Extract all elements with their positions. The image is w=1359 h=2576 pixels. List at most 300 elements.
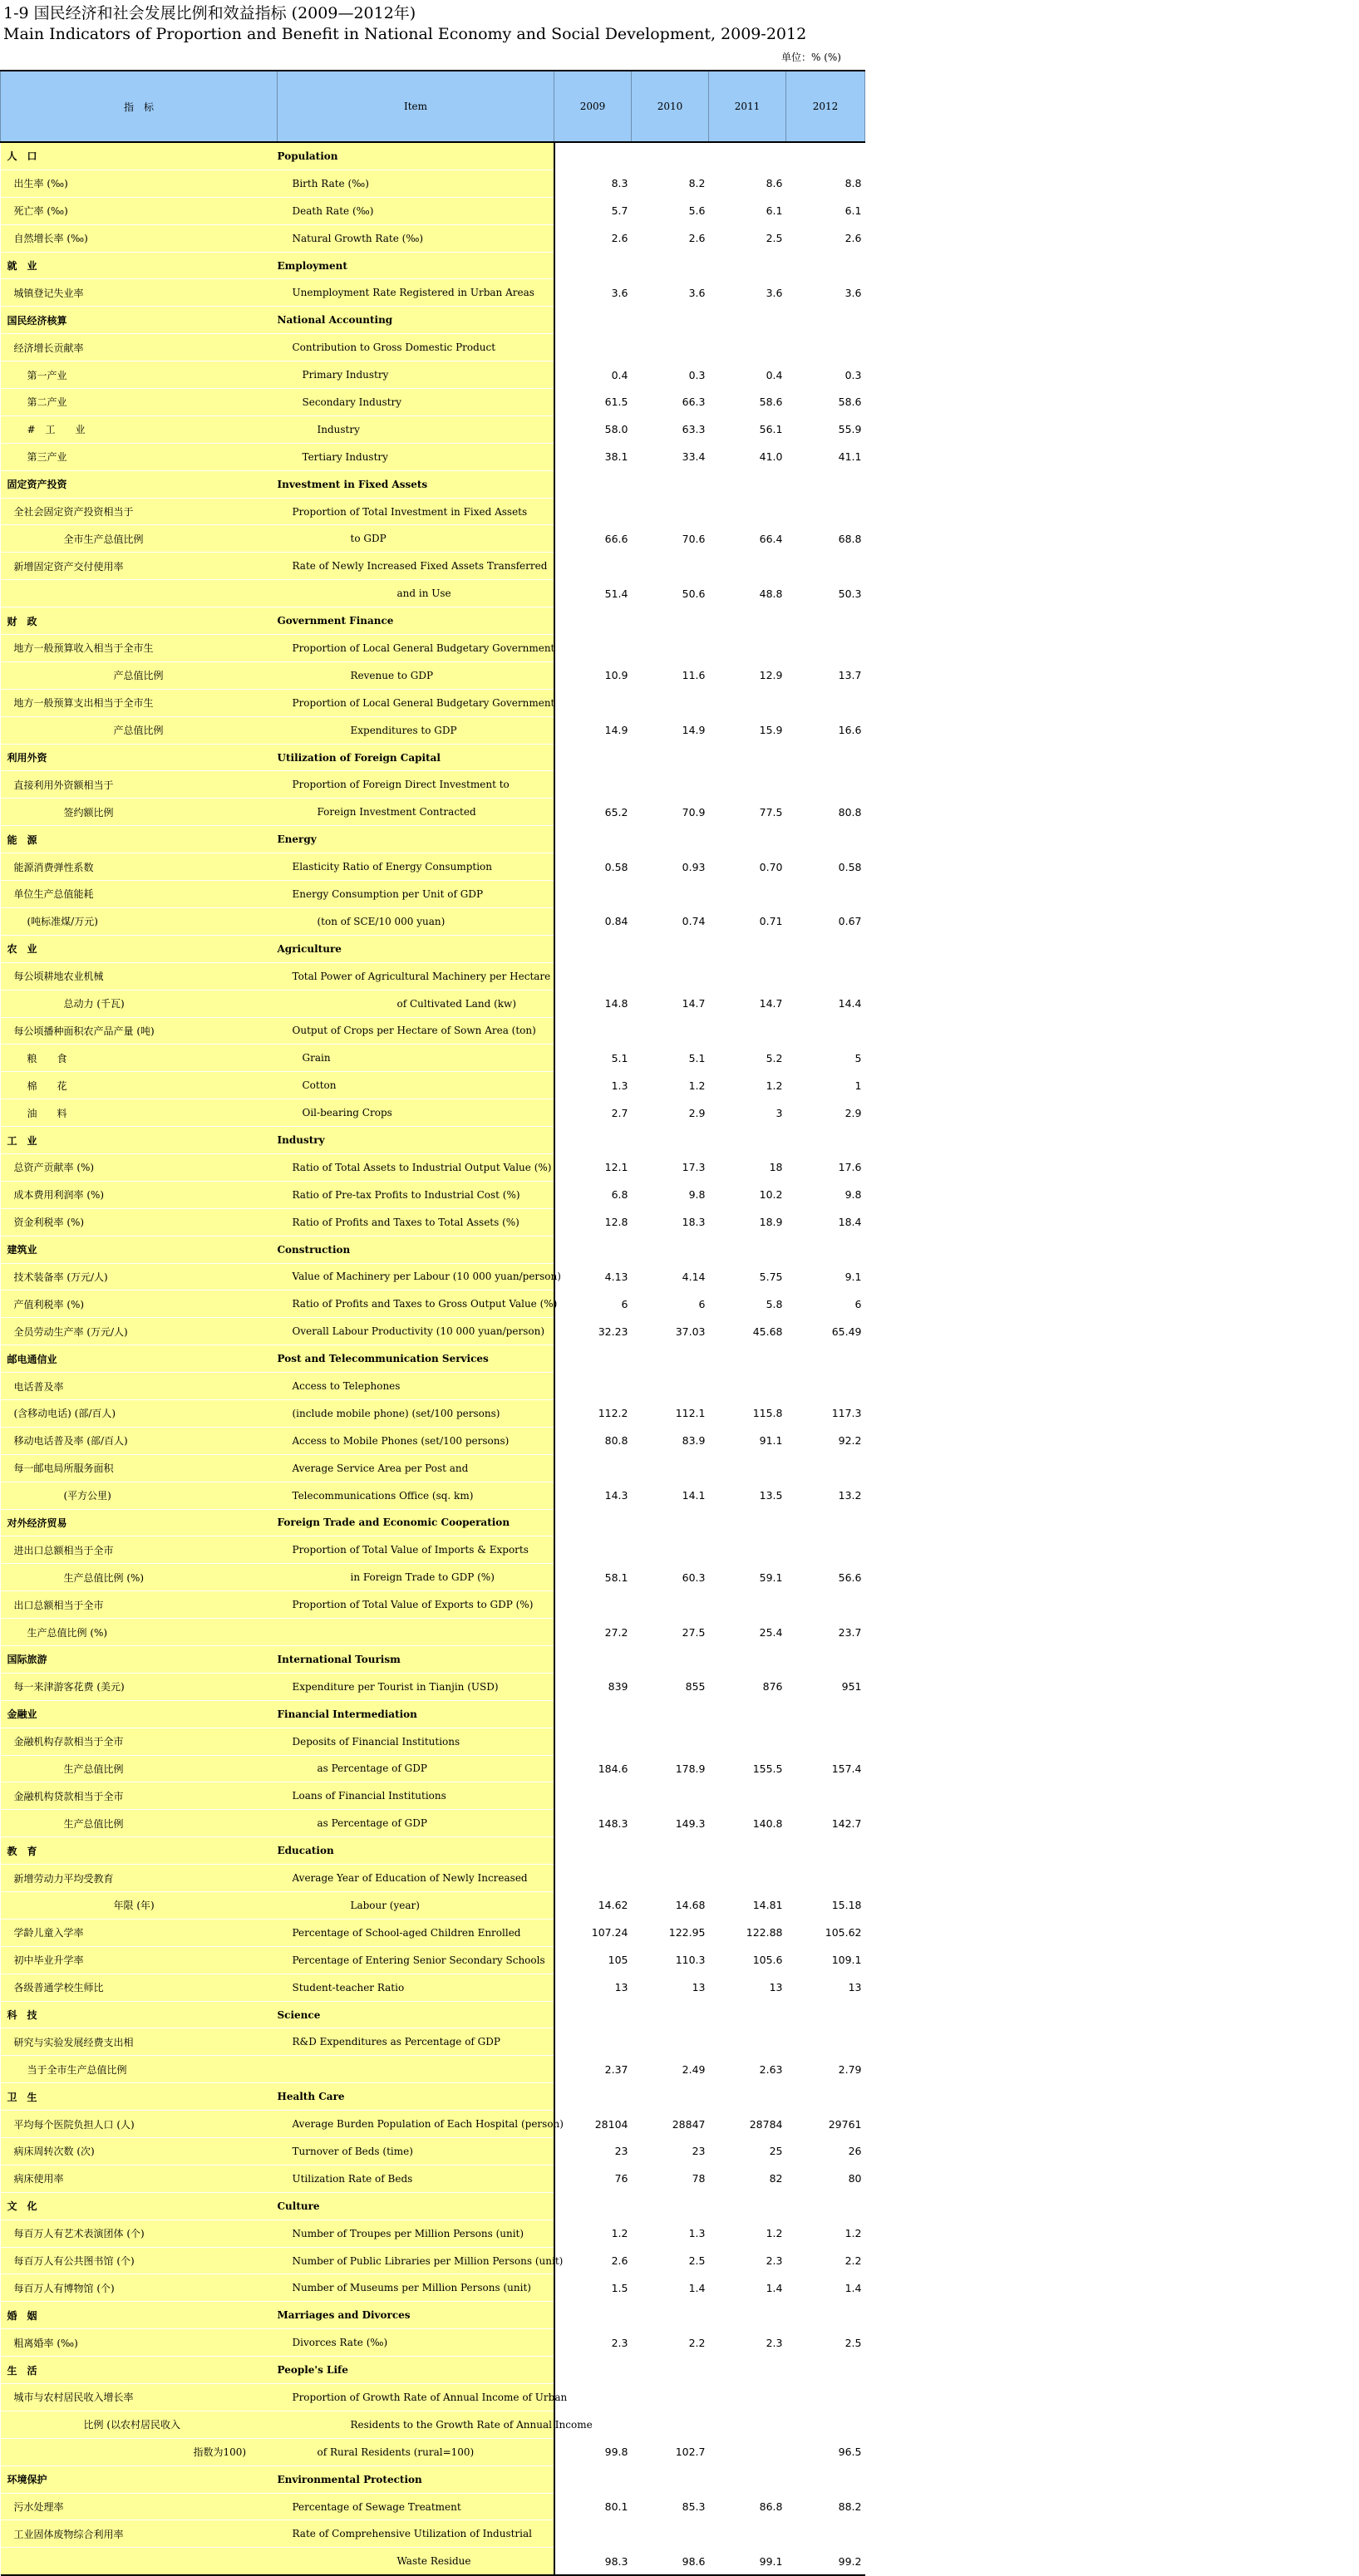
- table-row: [1, 525, 865, 553]
- value-2011: 6.1: [709, 197, 786, 224]
- value-2011: 1.4: [709, 2274, 786, 2302]
- section-title-zh: 工 业: [1, 1127, 278, 1154]
- value-2010: 4.14: [632, 1263, 709, 1290]
- value-2009: 6: [554, 1290, 632, 1318]
- table-row: [1, 907, 865, 935]
- value-2012: [786, 1536, 865, 1564]
- value-2012: 13: [786, 1974, 865, 2001]
- value-2011: [709, 2028, 786, 2056]
- table-row: [1, 498, 865, 525]
- value-2010: [632, 1017, 709, 1045]
- value-2011: 77.5: [709, 799, 786, 826]
- value-2010: [632, 252, 709, 279]
- value-2011: [709, 553, 786, 580]
- table-row: [1, 2220, 865, 2247]
- value-2010: [632, 142, 709, 170]
- value-2012: [786, 470, 865, 498]
- value-2012: 16.6: [786, 716, 865, 744]
- value-2011: 86.8: [709, 2493, 786, 2520]
- value-2010: [632, 1236, 709, 1263]
- section-title-zh: 生 活: [1, 2357, 278, 2384]
- table-row: [1, 1454, 865, 1482]
- value-2009: [554, 2465, 632, 2493]
- value-2010: 13: [632, 1974, 709, 2001]
- value-2012: [786, 334, 865, 361]
- value-2011: [709, 771, 786, 799]
- section-title-en: Culture: [278, 2192, 554, 2220]
- indicator-name-en: Waste Residue: [278, 2548, 554, 2575]
- value-2011: 122.88: [709, 1919, 786, 1946]
- value-2010: [632, 2411, 709, 2438]
- section-title-en: Health Care: [278, 2083, 554, 2111]
- indicator-name-zh: 资金利税率 (%): [1, 1208, 278, 1236]
- value-2012: 13.2: [786, 1482, 865, 1509]
- section-title-en: Energy: [278, 826, 554, 853]
- value-2010: 855: [632, 1673, 709, 1700]
- indicator-name-zh: [1, 580, 278, 607]
- value-2010: [632, 2192, 709, 2220]
- section-row: [1, 2357, 865, 2384]
- value-2009: 10.9: [554, 661, 632, 689]
- table-row: [1, 170, 865, 197]
- value-2010: 9.8: [632, 1181, 709, 1208]
- value-2009: [554, 881, 632, 908]
- value-2010: [632, 1728, 709, 1755]
- section-row: [1, 2465, 865, 2493]
- value-2010: 5.6: [632, 197, 709, 224]
- indicator-name-zh: 每公顷播种面积农产品产量 (吨): [1, 1017, 278, 1045]
- value-2009: [554, 1454, 632, 1482]
- value-2010: 2.2: [632, 2329, 709, 2357]
- table-row: [1, 2329, 865, 2357]
- indicator-name-zh: 金融机构贷款相当于全市: [1, 1782, 278, 1810]
- indicator-name-zh: 每公顷耕地农业机械: [1, 962, 278, 990]
- table-row: [1, 1208, 865, 1236]
- table-row: [1, 1974, 865, 2001]
- section-title-zh: 财 政: [1, 607, 278, 635]
- indicator-name-zh: 生产总值比例: [1, 1810, 278, 1837]
- indicator-name-en: Proportion of Local General Budgetary Government: [278, 689, 554, 716]
- value-2009: [554, 1017, 632, 1045]
- section-row: [1, 607, 865, 635]
- value-2009: [554, 1373, 632, 1400]
- section-row: [1, 252, 865, 279]
- value-2009: 3.6: [554, 279, 632, 307]
- value-2010: [632, 470, 709, 498]
- value-2010: [632, 334, 709, 361]
- value-2012: [786, 1645, 865, 1673]
- value-2012: 117.3: [786, 1399, 865, 1427]
- section-title-zh: 金融业: [1, 1700, 278, 1728]
- indicator-name-zh: 地方一般预算收入相当于全市生: [1, 635, 278, 662]
- value-2012: [786, 607, 865, 635]
- indicator-name-zh: 金融机构存款相当于全市: [1, 1728, 278, 1755]
- value-2011: 13: [709, 1974, 786, 2001]
- value-2010: 0.93: [632, 853, 709, 881]
- value-2010: [632, 962, 709, 990]
- value-2009: 98.3: [554, 2548, 632, 2575]
- indicator-name-en: Access to Telephones: [278, 1373, 554, 1400]
- table-row: [1, 1919, 865, 1946]
- value-2012: [786, 1865, 865, 1892]
- value-2012: 15.18: [786, 1892, 865, 1920]
- value-2012: 13.7: [786, 661, 865, 689]
- value-2012: 2.5: [786, 2329, 865, 2357]
- value-2011: 14.7: [709, 990, 786, 1017]
- value-2009: [554, 1782, 632, 1810]
- value-2011: [709, 1591, 786, 1619]
- section-title-en: Government Finance: [278, 607, 554, 635]
- indicator-name-en: Grain: [278, 1045, 554, 1072]
- indicator-name-en: Turnover of Beds (time): [278, 2138, 554, 2166]
- indicator-name-zh: 每百万人有博物馆 (个): [1, 2274, 278, 2302]
- indicator-name-zh: (吨标准煤/万元): [1, 907, 278, 935]
- value-2011: 0.71: [709, 907, 786, 935]
- value-2011: [709, 2357, 786, 2384]
- indicator-name-zh: 病床周转次数 (次): [1, 2138, 278, 2166]
- value-2011: 115.8: [709, 1399, 786, 1427]
- value-2011: [709, 1645, 786, 1673]
- value-2012: 50.3: [786, 580, 865, 607]
- value-2009: 13: [554, 1974, 632, 2001]
- value-2010: 0.74: [632, 907, 709, 935]
- value-2011: 18.9: [709, 1208, 786, 1236]
- value-2011: 2.63: [709, 2056, 786, 2083]
- table-row: [1, 1373, 865, 1400]
- value-2009: 12.1: [554, 1153, 632, 1181]
- value-2009: 27.2: [554, 1619, 632, 1646]
- value-2011: 105.6: [709, 1946, 786, 1974]
- header-year-2010: 2010: [632, 71, 709, 142]
- indicator-name-en: Secondary Industry: [278, 389, 554, 416]
- section-title-en: Financial Intermediation: [278, 1700, 554, 1728]
- indicator-name-zh: 全市生产总值比例: [1, 525, 278, 553]
- value-2009: [554, 307, 632, 334]
- value-2012: [786, 2465, 865, 2493]
- indicator-name-zh: 城市与农村居民收入增长率: [1, 2384, 278, 2411]
- section-title-en: Utilization of Foreign Capital: [278, 744, 554, 771]
- table-row: [1, 2493, 865, 2520]
- value-2010: 2.6: [632, 224, 709, 252]
- value-2009: 1.3: [554, 1072, 632, 1099]
- table-row: [1, 689, 865, 716]
- value-2011: [709, 142, 786, 170]
- value-2011: [709, 2302, 786, 2329]
- indicator-name-en: Proportion of Local General Budgetary Government: [278, 635, 554, 662]
- table-row: [1, 1017, 865, 1045]
- value-2012: [786, 1236, 865, 1263]
- indicator-name-zh: 移动电话普及率 (部/百人): [1, 1427, 278, 1454]
- value-2011: 58.6: [709, 389, 786, 416]
- indicator-name-en: (include mobile phone) (set/100 persons): [278, 1399, 554, 1427]
- indicator-name-en: Revenue to GDP: [278, 661, 554, 689]
- table-row: [1, 1399, 865, 1427]
- value-2010: [632, 1865, 709, 1892]
- value-2010: 14.1: [632, 1482, 709, 1509]
- value-2011: [709, 470, 786, 498]
- value-2009: [554, 1591, 632, 1619]
- value-2011: [709, 1454, 786, 1482]
- table-row: [1, 197, 865, 224]
- table-row: [1, 334, 865, 361]
- value-2009: 2.6: [554, 2247, 632, 2274]
- indicator-name-en: Contribution to Gross Domestic Product: [278, 334, 554, 361]
- value-2011: 14.81: [709, 1892, 786, 1920]
- indicator-name-zh: 比例 (以农村居民收入: [1, 2411, 278, 2438]
- value-2011: 5.75: [709, 1263, 786, 1290]
- value-2010: 18.3: [632, 1208, 709, 1236]
- section-title-en: People's Life: [278, 2357, 554, 2384]
- indicator-name-zh: 每百万人有公共图书馆 (个): [1, 2247, 278, 2274]
- value-2009: 6.8: [554, 1181, 632, 1208]
- value-2010: 14.9: [632, 716, 709, 744]
- value-2009: [554, 771, 632, 799]
- value-2011: [709, 2083, 786, 2111]
- value-2012: [786, 1127, 865, 1154]
- value-2010: [632, 2384, 709, 2411]
- indicator-name-zh: 生产总值比例 (%): [1, 1619, 278, 1646]
- table-row: [1, 716, 865, 744]
- section-row: [1, 1837, 865, 1865]
- value-2010: [632, 881, 709, 908]
- value-2012: [786, 744, 865, 771]
- value-2010: 1.2: [632, 1072, 709, 1099]
- value-2009: 14.9: [554, 716, 632, 744]
- section-title-zh: 就 业: [1, 252, 278, 279]
- value-2009: 1.5: [554, 2274, 632, 2302]
- indicator-name-zh: 粮 食: [1, 1045, 278, 1072]
- section-row: [1, 744, 865, 771]
- value-2009: 112.2: [554, 1399, 632, 1427]
- section-title-en: Construction: [278, 1236, 554, 1263]
- value-2011: 25: [709, 2138, 786, 2166]
- value-2012: 26: [786, 2138, 865, 2166]
- indicator-name-en: Deposits of Financial Institutions: [278, 1728, 554, 1755]
- indicator-name-en: R&D Expenditures as Percentage of GDP: [278, 2028, 554, 2056]
- value-2012: [786, 635, 865, 662]
- value-2011: [709, 334, 786, 361]
- section-title-zh: 固定资产投资: [1, 470, 278, 498]
- value-2010: [632, 2001, 709, 2028]
- section-row: [1, 142, 865, 170]
- value-2011: 15.9: [709, 716, 786, 744]
- indicator-name-en: Foreign Investment Contracted: [278, 799, 554, 826]
- indicator-name-en: Number of Public Libraries per Million Persons (unit): [278, 2247, 554, 2274]
- indicator-name-zh: 工业固体废物综合利用率: [1, 2520, 278, 2548]
- indicator-name-zh: 地方一般预算支出相当于全市生: [1, 689, 278, 716]
- indicator-name-en: Ratio of Profits and Taxes to Gross Output Value (%): [278, 1290, 554, 1318]
- section-row: [1, 2302, 865, 2329]
- indicator-name-zh: 第二产业: [1, 389, 278, 416]
- value-2011: 8.6: [709, 170, 786, 197]
- value-2012: 3.6: [786, 279, 865, 307]
- value-2012: [786, 1591, 865, 1619]
- table-row: [1, 1045, 865, 1072]
- header-item-en: Item: [278, 71, 554, 142]
- section-title-zh: 文 化: [1, 2192, 278, 2220]
- indicator-name-en: [278, 1619, 554, 1646]
- value-2009: 76: [554, 2165, 632, 2192]
- value-2011: [709, 935, 786, 962]
- indicator-name-en: Birth Rate (‰): [278, 170, 554, 197]
- value-2009: [554, 1865, 632, 1892]
- value-2012: 65.49: [786, 1318, 865, 1345]
- indicators-table-container: [0, 70, 864, 2576]
- section-row: [1, 1127, 865, 1154]
- value-2011: 5.2: [709, 1045, 786, 1072]
- value-2012: [786, 771, 865, 799]
- value-2009: [554, 470, 632, 498]
- value-2009: [554, 2520, 632, 2548]
- value-2010: [632, 2302, 709, 2329]
- value-2009: 80.8: [554, 1427, 632, 1454]
- value-2012: [786, 962, 865, 990]
- indicator-name-zh: 生产总值比例 (%): [1, 1564, 278, 1591]
- indicator-name-en: Proportion of Total Value of Imports & Exports: [278, 1536, 554, 1564]
- section-title-zh: 科 技: [1, 2001, 278, 2028]
- value-2011: [709, 2520, 786, 2548]
- indicator-name-en: Expenditure per Tourist in Tianjin (USD): [278, 1673, 554, 1700]
- section-row: [1, 826, 865, 853]
- indicator-name-en: Average Year of Education of Newly Increased: [278, 1865, 554, 1892]
- value-2012: [786, 142, 865, 170]
- indicator-name-en: Proportion of Foreign Direct Investment to: [278, 771, 554, 799]
- indicator-name-zh: 全员劳动生产率 (万元/人): [1, 1318, 278, 1345]
- table-row: [1, 1810, 865, 1837]
- value-2011: 45.68: [709, 1318, 786, 1345]
- indicator-name-en: Percentage of Sewage Treatment: [278, 2493, 554, 2520]
- value-2012: [786, 1509, 865, 1536]
- table-row: [1, 2111, 865, 2138]
- table-row: [1, 415, 865, 443]
- value-2009: [554, 1645, 632, 1673]
- value-2012: 1.4: [786, 2274, 865, 2302]
- value-2011: 1.2: [709, 1072, 786, 1099]
- value-2009: 58.1: [554, 1564, 632, 1591]
- value-2009: [554, 2302, 632, 2329]
- value-2009: [554, 2083, 632, 2111]
- value-2011: [709, 1700, 786, 1728]
- value-2012: [786, 2192, 865, 2220]
- table-row: [1, 990, 865, 1017]
- value-2011: [709, 607, 786, 635]
- value-2009: 2.7: [554, 1099, 632, 1127]
- value-2012: 5: [786, 1045, 865, 1072]
- value-2010: 50.6: [632, 580, 709, 607]
- table-row: [1, 661, 865, 689]
- table-row: [1, 1099, 865, 1127]
- value-2012: 0.67: [786, 907, 865, 935]
- table-row: [1, 853, 865, 881]
- value-2010: 60.3: [632, 1564, 709, 1591]
- indicator-name-en: Ratio of Total Assets to Industrial Output Value (%): [278, 1153, 554, 1181]
- value-2012: [786, 2028, 865, 2056]
- table-row: [1, 1619, 865, 1646]
- table-row: [1, 1153, 865, 1181]
- value-2010: [632, 1782, 709, 1810]
- section-title-en: Post and Telecommunication Services: [278, 1345, 554, 1373]
- value-2011: [709, 2465, 786, 2493]
- indicator-name-en: Death Rate (‰): [278, 197, 554, 224]
- value-2009: [554, 498, 632, 525]
- value-2011: [709, 1236, 786, 1263]
- indicator-name-en: Labour (year): [278, 1892, 554, 1920]
- section-row: [1, 2083, 865, 2111]
- value-2012: 2.79: [786, 2056, 865, 2083]
- value-2011: [709, 635, 786, 662]
- indicator-name-zh: 全社会固定资产投资相当于: [1, 498, 278, 525]
- section-title-zh: 教 育: [1, 1837, 278, 1865]
- indicator-name-zh: 城镇登记失业率: [1, 279, 278, 307]
- indicator-name-zh: 初中毕业升学率: [1, 1946, 278, 1974]
- value-2009: [554, 142, 632, 170]
- value-2010: [632, 1454, 709, 1482]
- page-title-english: Main Indicators of Proportion and Benefit in National Economy and Social Development, 2009-2012: [3, 25, 807, 43]
- indicator-name-zh: 总动力 (千瓦): [1, 990, 278, 1017]
- value-2010: 5.1: [632, 1045, 709, 1072]
- indicator-name-zh: 油 料: [1, 1099, 278, 1127]
- indicator-name-zh: 产值利税率 (%): [1, 1290, 278, 1318]
- indicator-name-en: of Cultivated Land (kw): [278, 990, 554, 1017]
- indicator-name-en: Access to Mobile Phones (set/100 persons): [278, 1427, 554, 1454]
- value-2010: 6: [632, 1290, 709, 1318]
- indicator-name-zh: (含移动电话) (部/百人): [1, 1399, 278, 1427]
- indicator-name-en: Value of Machinery per Labour (10 000 yuan/person): [278, 1263, 554, 1290]
- value-2011: 66.4: [709, 525, 786, 553]
- table-row: [1, 1946, 865, 1974]
- section-row: [1, 1345, 865, 1373]
- value-2010: [632, 1700, 709, 1728]
- value-2012: [786, 1345, 865, 1373]
- value-2011: 56.1: [709, 415, 786, 443]
- table-row: [1, 1072, 865, 1099]
- value-2012: 88.2: [786, 2493, 865, 2520]
- value-2011: [709, 744, 786, 771]
- indicator-name-en: Tertiary Industry: [278, 443, 554, 470]
- value-2009: [554, 962, 632, 990]
- value-2009: 80.1: [554, 2493, 632, 2520]
- header-year-2009: 2009: [554, 71, 632, 142]
- value-2010: 83.9: [632, 1427, 709, 1454]
- value-2010: [632, 635, 709, 662]
- value-2012: [786, 553, 865, 580]
- value-2011: [709, 689, 786, 716]
- value-2010: [632, 307, 709, 334]
- value-2012: 157.4: [786, 1755, 865, 1782]
- indicator-name-zh: 新增固定资产交付使用率: [1, 553, 278, 580]
- value-2010: 1.4: [632, 2274, 709, 2302]
- indicator-name-zh: 棉 花: [1, 1072, 278, 1099]
- value-2010: 2.5: [632, 2247, 709, 2274]
- indicator-name-zh: 平均每个医院负担人口 (人): [1, 2111, 278, 2138]
- value-2009: [554, 744, 632, 771]
- value-2010: 70.9: [632, 799, 709, 826]
- value-2012: 0.3: [786, 361, 865, 389]
- table-row: [1, 1482, 865, 1509]
- table-row: [1, 2056, 865, 2083]
- table-row: [1, 2165, 865, 2192]
- section-title-zh: 农 业: [1, 935, 278, 962]
- value-2012: [786, 2520, 865, 2548]
- indicator-name-zh: 经济增长贡献率: [1, 334, 278, 361]
- value-2009: [554, 635, 632, 662]
- indicator-name-zh: 自然增长率 (‰): [1, 224, 278, 252]
- indicator-name-zh: 能源消费弹性系数: [1, 853, 278, 881]
- section-title-en: Foreign Trade and Economic Cooperation: [278, 1509, 554, 1536]
- value-2012: 2.9: [786, 1099, 865, 1127]
- section-title-en: Marriages and Divorces: [278, 2302, 554, 2329]
- indicator-name-en: Percentage of School-aged Children Enrolled: [278, 1919, 554, 1946]
